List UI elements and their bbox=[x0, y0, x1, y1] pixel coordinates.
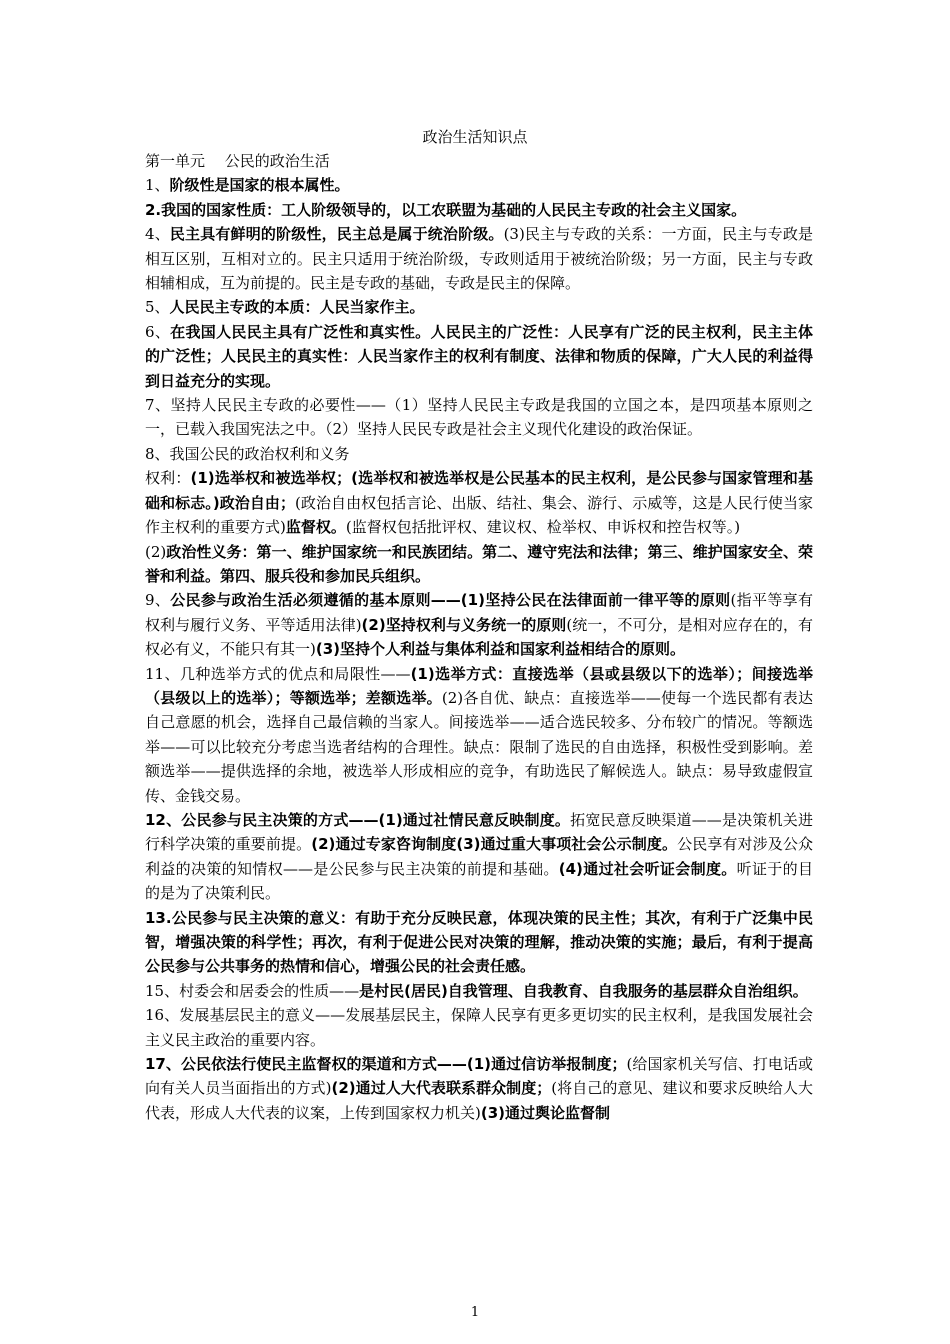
paragraph bbox=[145, 295, 813, 319]
paragraph bbox=[145, 1003, 813, 1052]
paragraph bbox=[145, 1052, 813, 1125]
paragraph bbox=[145, 540, 813, 589]
text-run: (3)坚持个人利益与集体利益和国家利益相结合的原则。 bbox=[315, 640, 686, 659]
paragraph bbox=[145, 979, 813, 1003]
text-run: 公民享有对涉及公众利益的决策的知情权——是公民参与民主决策的前提和基础。 bbox=[145, 835, 813, 878]
document-title: 政治生活知识点 bbox=[422, 128, 528, 146]
text-run: 7、坚持人民民主专政的必要性——（1）坚持人民民主专政是我国的立国之本，是四项基本原则之一，已载入我国宪法之中。（2）坚持人民民专政是社会主义现代化建设的政治保证。 bbox=[145, 396, 813, 439]
paragraph bbox=[145, 222, 813, 295]
text-run: (1)选举权和被选举权；(选举权和被选举权是公民基本的民主权利，是公民参与国家管理和基础和标志。)政治自由； bbox=[145, 469, 813, 512]
paragraph bbox=[145, 393, 813, 442]
text-run: 拓宽民意反映渠道——是决策机关进行科学决策的重要前提。 bbox=[145, 810, 813, 854]
paragraph bbox=[145, 173, 813, 197]
text-run: 12、公民参与民主决策的方式——(1)通过社情民意反映制度。 bbox=[145, 810, 571, 829]
text-run: 第一单元 公民的政治生活 bbox=[145, 152, 330, 170]
text-run: 8、我国公民的政治权利和义务 bbox=[145, 444, 350, 463]
text-run: (政治自由权包括言论、出版、结社、集会、游行、示威等，这是人民行使当家作主权利的重要方式) bbox=[145, 493, 814, 537]
text-run: 监督权。 bbox=[285, 518, 346, 537]
text-run: 是村民(居民)自我管理、自我教育、自我服务的基层群众自治组织。 bbox=[359, 981, 808, 1000]
text-run: 公民参与政治生活必须遵循的基本原则——(1)坚持公民在法律面前一律平等的原则 bbox=[170, 591, 731, 610]
text-run: 17、公民依法行使民主监督权的渠道和方式——(1)通过信访举报制度； bbox=[145, 1055, 627, 1074]
text-run: 16、发展基层民主的意义——发展基层民主，保障人民享有更多更切实的民主权利，是我国发展社会主义民主政治的重要内容。 bbox=[145, 1006, 813, 1049]
text-run: 政治性义务：第一、维护国家统一和民族团结。第二、遵守宪法和法律；第三、维护国家安全、荣誉和利益。第四、服兵役和参加民兵组织。 bbox=[145, 542, 813, 585]
text-run: 听证于的目的是为了决策利民。 bbox=[145, 859, 813, 903]
text-run: 9、 bbox=[145, 591, 171, 610]
text-run: (4)通过社会听证会制度。 bbox=[558, 859, 737, 878]
text-run: 4、 bbox=[145, 225, 170, 244]
text-run: (2) bbox=[145, 542, 167, 561]
paragraph bbox=[145, 808, 813, 906]
text-run: 11、几种选举方式的优点和局限性—— bbox=[145, 664, 411, 683]
text-run: 在我国人民民主具有广泛性和真实性。人民民主的广泛性：人民享有广泛的民主权利，民主主体的广泛性；人民民主的真实性：人民当家作主的权利有制度、法律和物质的保障，广大人民的利益得到日益充分的实现。 bbox=[145, 322, 813, 390]
paragraph bbox=[145, 442, 813, 466]
text-run: 2.我国的国家性质：工人阶级领导的，以工农联盟为基础的人民民主专政的社会主义国家。 bbox=[145, 200, 747, 219]
text-run: (将自己的意见、建议和要求反映给人大代表，形成人大代表的议案，上传到国家权力机关) bbox=[145, 1079, 813, 1122]
text-run: (统一，不可分，是相对应存在的，有权必有义，不能只有其一) bbox=[145, 615, 813, 659]
text-run: 人民民主专政的本质：人民当家作主。 bbox=[169, 298, 425, 317]
text-run: (2)通过人大代表联系群众制度； bbox=[331, 1079, 552, 1098]
text-run: (监督权包括批评权、建议权、检举权、申诉权和控告权等。) bbox=[345, 518, 741, 537]
paragraph bbox=[145, 149, 813, 173]
text-run: 6、 bbox=[145, 322, 171, 341]
text-run: (指平等享有权利与履行义务、平等适用法律) bbox=[145, 591, 813, 634]
text-run: (3)通过舆论监督制 bbox=[480, 1103, 611, 1122]
text-run: (3)民主与专政的关系：一方面，民主与专政是相互区别，互相对立的。民主只适用于统治阶级，专政则适用于被统治阶级；另一方面，民主与专政相辅相成，互为前提的。民主是专政的基础，专政是民主的保障。 bbox=[145, 225, 814, 293]
paragraph bbox=[145, 466, 813, 539]
paragraph bbox=[145, 198, 813, 222]
page-number: 1 bbox=[470, 1305, 480, 1320]
text-run: 13.公民参与民主决策的意义：有助于充分反映民意，体现决策的民主性；其次，有利于广泛集中民智，增强决策的科学性；再次，有利于促进公民对决策的理解，推动决策的实施；最后，有利于提高公民参与公共事务的热情和信心，增强公民的社会责任感。 bbox=[145, 908, 813, 976]
text-run: (给国家机关写信、打电话或向有关人员当面指出的方式) bbox=[145, 1055, 814, 1098]
text-run: (2)坚持权利与义务统一的原则 bbox=[361, 615, 567, 634]
text-run: 5、 bbox=[145, 298, 170, 317]
text-run: 权利： bbox=[145, 469, 191, 488]
text-run: 1、 bbox=[145, 176, 170, 195]
paragraph bbox=[145, 906, 813, 979]
paragraph bbox=[145, 320, 813, 393]
text-run: (2)各自优、缺点：直接选举——使每一个选民都有表达自己意愿的机会，选择自己最信赖的当家人。间接选举——适合选民较多、分布较广的情况。等额选举——可以比较充分考虑当选者结构的合理性。缺点：限制了选民的自由选择，积极性受到影响。差额选举——提供选择的余地，被选举人形成相应的竞争，有助选民了解候选人。缺点：易导致虚假宣传、金钱交易。 bbox=[145, 688, 813, 805]
text-run: 15、村委会和居委会的性质—— bbox=[145, 981, 360, 1000]
text-run: (2)通过专家咨询制度(3)通过重大事项社会公示制度。 bbox=[311, 835, 678, 854]
document-body bbox=[145, 149, 813, 1125]
text-run: 阶级性是国家的根本属性。 bbox=[169, 176, 350, 195]
paragraph bbox=[145, 588, 813, 661]
text-run: (1)选举方式：直接选举（县或县级以下的选举）；间接选举（县级以上的选举）；等额选举；差额选举。 bbox=[145, 664, 813, 707]
paragraph bbox=[145, 662, 813, 808]
text-run: 民主具有鲜明的阶级性，民主总是属于统治阶级。 bbox=[169, 225, 504, 244]
